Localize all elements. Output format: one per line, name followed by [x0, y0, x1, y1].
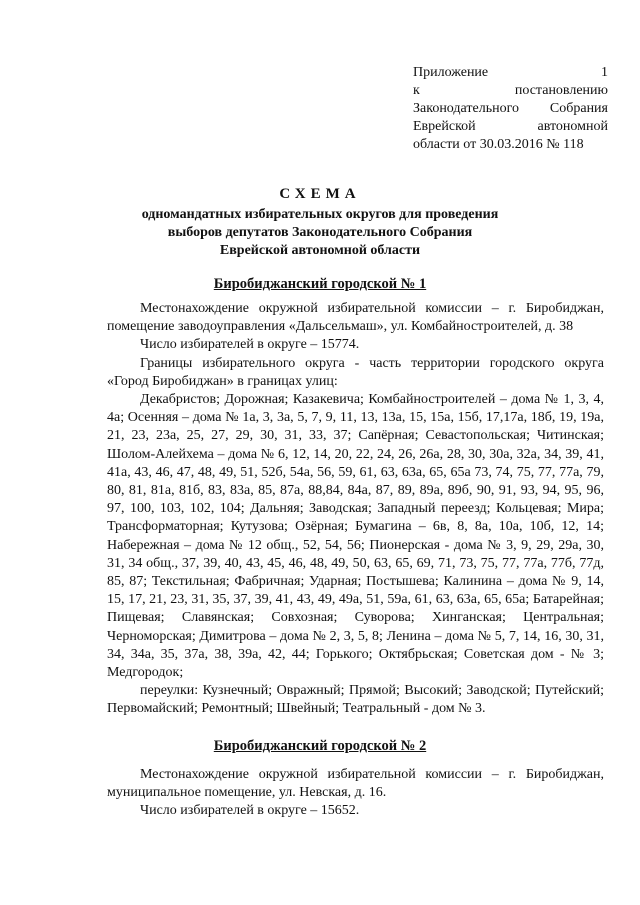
- district-2-body: [107, 766, 604, 821]
- district-1-heading: Биробиджанский городской № 1: [213, 276, 427, 292]
- district-2-commission: Местонахождение окружной избирательной комиссии – г. Биробиджан, муниципальное помещение, ул. Невская, д. 16.: [107, 767, 604, 801]
- appendix-line-1: Приложение 1: [413, 65, 608, 80]
- district-1-commission: Местонахождение окружной избирательной комиссии – г. Биробиджан, помещение заводоуправления «Дальсельмаш», ул. Комбайностроителей, д. 38: [107, 301, 604, 335]
- document-title: СХЕМА: [279, 186, 361, 202]
- appendix-line-3: Законодательного Собрания: [413, 101, 608, 116]
- title-line-2: выборов депутатов Законодательного Собрания: [167, 225, 473, 240]
- appendix-line-2: к постановлению: [413, 83, 608, 98]
- district-1-lanes: переулки: Кузнечный; Овражный; Прямой; Высокий; Заводской; Путейский; Первомайский; Ремонтный; Швейный; Театральный - дом № 3.: [107, 683, 604, 717]
- district-1-voters: Число избирателей в округе – 15774.: [140, 337, 360, 353]
- appendix-block: [413, 64, 608, 154]
- district-1-borders-intro: Границы избирательного округа - часть территории городского округа «Город Биробиджан» в границах улиц:: [107, 355, 604, 389]
- district-1-body: [107, 300, 604, 719]
- appendix-line-4: Еврейской автономной: [413, 119, 608, 134]
- district-1-streets: Декабристов; Дорожная; Казакевича; Комбайностроителей – дома № 1, 3, 4, 4а; Осенняя – дома № 1а, 3, 3а, 5, 7, 9, 11, 13, 13а, 15, 15а, 15б, 17,17а, 18б, 19, 19а, 21, 23, 23а, 25, 27, 29, 30, 31, 33, 37; Сапёрная; Севастопольская; Читинская; Шолом-Алейхема – дома № 6, 12, 14, 20, 22, 24, 26, 26а, 28, 30, 30а, 32а, 34, 39, 41, 41а, 43, 46, 47, 48, 49, 51, 52б, 54а, 56, 59, 61, 63, 63а, 65, 65а 73, 74, 75, 77, 77а, 79, 80, 81, 81а, 81б, 83, 83а, 85, 87а, 88,84, 84а, 87, 89, 89а, 89б, 90, 91, 93, 94, 95, 96, 97, 100, 103, 102, 104; Дальняя; Заводская; Западный переезд; Кольцевая; Мира; Трансформаторная; Кутузова; Озёрная; Бумагина – 6в, 8, 8а, 10а, 10б, 12, 14; Набережная – дома № 12 общ., 52, 54, 56; Пионерская - дома № 3, 9, 29, 29а, 30, 31, 34 общ., 37, 39, 40, 43, 45, 46, 48, 49, 50, 63, 65, 69, 71, 73, 75, 77, 77а, 77б, 77д, 85, 87; Текстильная; Фабричная; Ударная; Постышева; Калинина – дома № 9, 14, 15, 17, 21, 23, 31, 35, 37, 39, 41, 43, 49, 49а, 51, 59а, 61, 63, 63а, 65, 65а; Батарейная; Пищевая; Славянская; Совхозная; Суворова; Хинганская; Центральная; Черноморская; Димитрова – дома № 2, 3, 5, 8; Ленина – дома № 5, 7, 14, 16, 30, 31, 34, 34а, 35, 37а, 38, 39а, 42, 44; Горького; Октябрьская; Советская дом - № 3; Медгородок;: [107, 392, 604, 681]
- title-line-1: одномандатных избирательных округов для проведения: [141, 207, 499, 222]
- appendix-line-5: области от 30.03.2016 № 118: [413, 137, 584, 152]
- district-2-heading: Биробиджанский городской № 2: [213, 738, 427, 754]
- title-line-3: Еврейской автономной области: [219, 243, 421, 258]
- district-2-voters: Число избирателей в округе – 15652.: [140, 803, 360, 819]
